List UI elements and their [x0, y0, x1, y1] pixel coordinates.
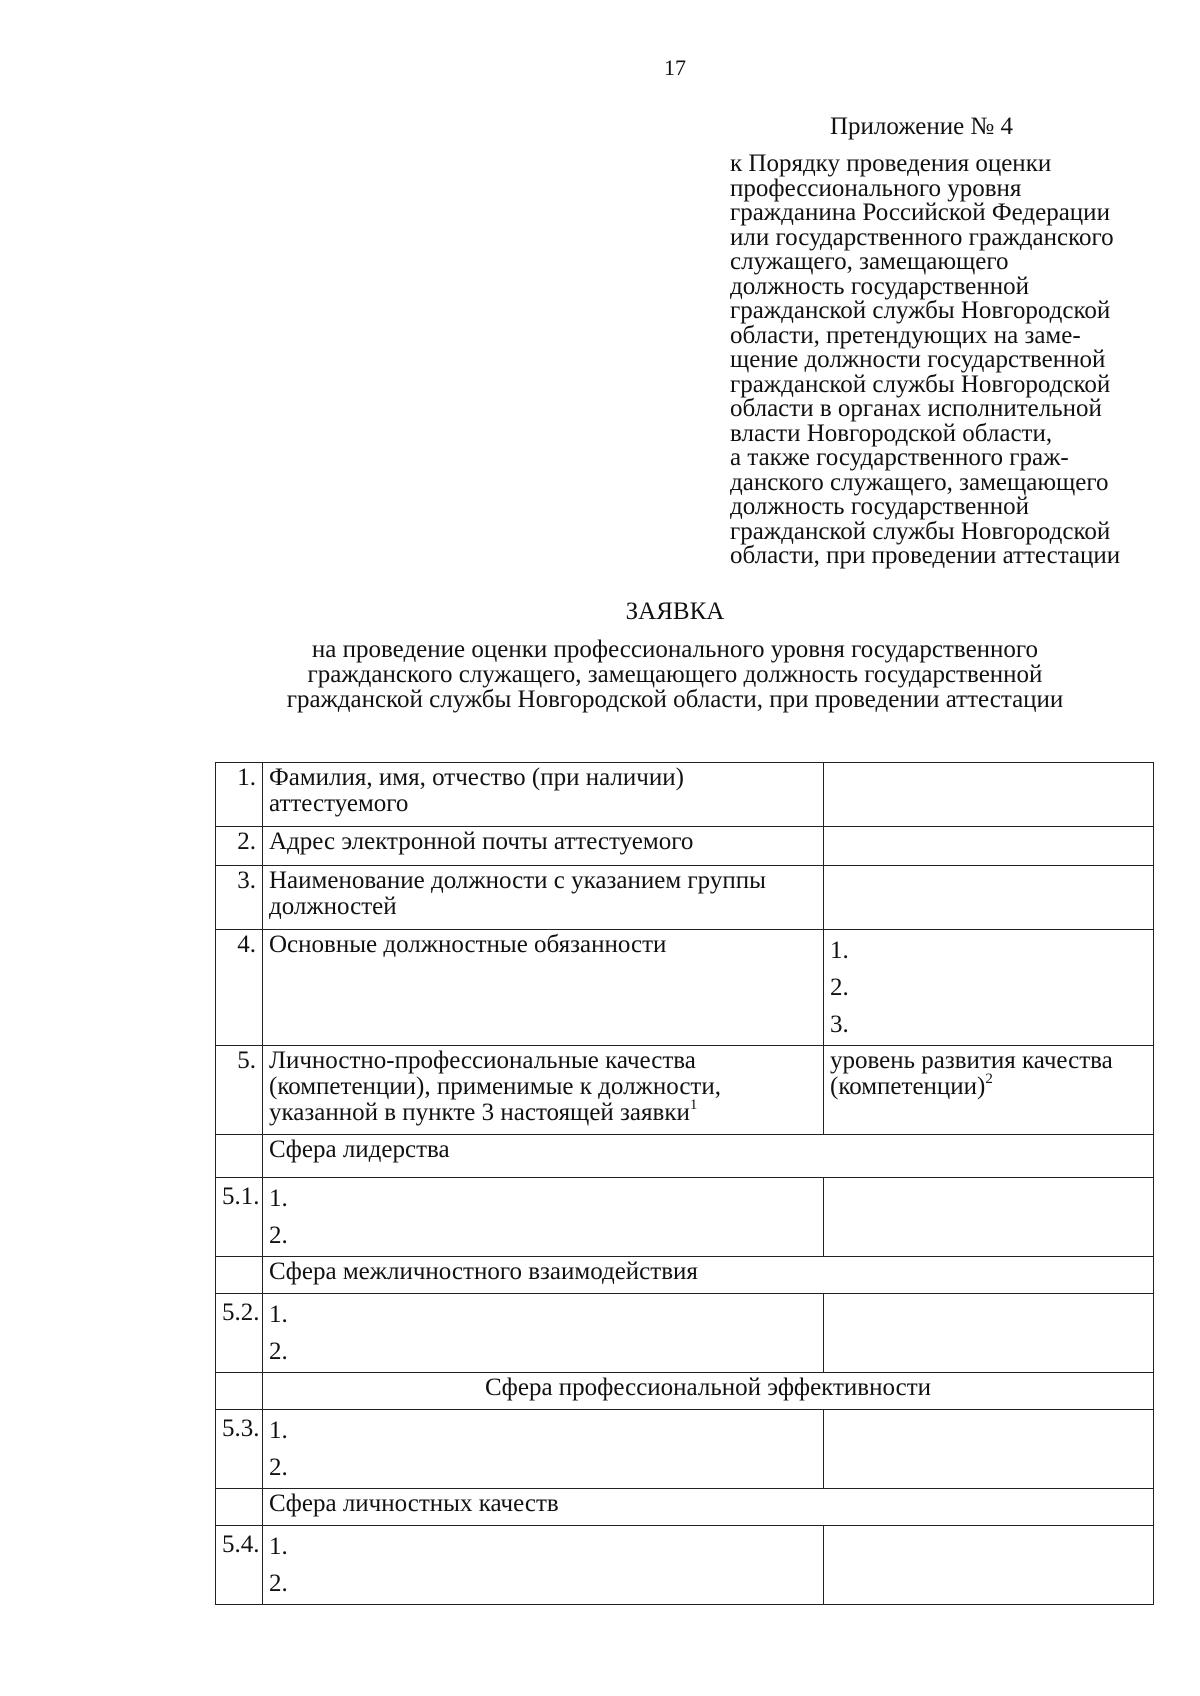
- table-row-4: [216, 930, 1154, 1046]
- sphere-items-row: [216, 1178, 1154, 1257]
- table-row-1: [216, 763, 1154, 827]
- page-number: 17: [664, 55, 686, 80]
- row-label: Фамилия, имя, отчество (при наличии) аттестуемого: [263, 763, 824, 827]
- sphere-items[interactable]: 1. 2.: [263, 1294, 824, 1373]
- empty-cell: [216, 1257, 263, 1294]
- row-number: 2.: [216, 827, 263, 866]
- sphere-title: Сфера личностных качеств: [263, 1489, 1154, 1526]
- sphere-level-cell[interactable]: [824, 1294, 1154, 1373]
- document-subtitle: на проведение оценки профессионального уровня государственного гражданского служащего, замещающего должность государственной гражданской службы Новгородской области, при проведении аттестации: [286, 636, 1064, 713]
- duties-list[interactable]: 1. 2. 3.: [824, 930, 1154, 1046]
- row-number: 5.: [216, 1046, 263, 1135]
- sphere-items[interactable]: 1. 2.: [263, 1526, 824, 1605]
- row-value-cell[interactable]: [824, 827, 1154, 866]
- row-label: Наименование должности с указанием группы должностей: [263, 866, 824, 930]
- sphere-title: Сфера межличностного взаимодействия: [263, 1257, 1154, 1294]
- sphere-number: 5.3.: [216, 1410, 263, 1489]
- sphere-title: Сфера лидерства: [263, 1135, 1154, 1178]
- sphere-number: 5.4.: [216, 1526, 263, 1605]
- row-label: Основные должностные обязанности: [263, 930, 824, 1046]
- sphere-items-row: [216, 1294, 1154, 1373]
- sphere-items-row: [216, 1526, 1154, 1605]
- empty-cell: [216, 1373, 263, 1410]
- sphere-level-cell[interactable]: [824, 1526, 1154, 1605]
- sphere-number: 5.2.: [216, 1294, 263, 1373]
- application-form-table: [215, 762, 1154, 1605]
- empty-cell: [216, 1489, 263, 1526]
- sphere-items[interactable]: 1. 2.: [263, 1410, 824, 1489]
- table-row-3: [216, 866, 1154, 930]
- annex-text: к Порядку проведения оценки профессионального уровня гражданина Российской Федерации или государственного гражданского служащего, замещающего должность государственной гражданской службы Новгородской области, претендующих на заме- щение должности государственной гражданской службы Новгородской области в органах исполнительной власти Новгородской области, а также государственного граж- данского служащего, замещающего должность государственной гражданской службы Новгородской области, при проведении аттестации: [730, 150, 1121, 569]
- row-number: 4.: [216, 930, 263, 1046]
- empty-cell: [216, 1135, 263, 1178]
- annex-title: Приложение № 4: [830, 113, 1014, 140]
- row-number: 3.: [216, 866, 263, 930]
- sphere-title: Сфера профессиональной эффективности: [263, 1373, 1154, 1410]
- level-header: уровень развития качества (компетенции): [830, 1047, 1113, 1100]
- row-value-cell[interactable]: [824, 866, 1154, 930]
- footnote-mark: 2: [985, 1070, 993, 1087]
- sphere-number: 5.1.: [216, 1178, 263, 1257]
- row-value-cell[interactable]: [824, 763, 1154, 827]
- sphere-header-row: [216, 1257, 1154, 1294]
- sphere-level-cell[interactable]: [824, 1410, 1154, 1489]
- row-number: 1.: [216, 763, 263, 827]
- sphere-level-cell[interactable]: [824, 1178, 1154, 1257]
- sphere-header-row: [216, 1489, 1154, 1526]
- competencies-label-cell: [263, 1046, 824, 1135]
- sphere-header-row: [216, 1135, 1154, 1178]
- document-title: ЗАЯВКА: [625, 598, 725, 625]
- sphere-header-row: [216, 1373, 1154, 1410]
- level-header-cell: [824, 1046, 1154, 1135]
- table-row-5: [216, 1046, 1154, 1135]
- row-label: Адрес электронной почты аттестуемого: [263, 827, 824, 866]
- sphere-items-row: [216, 1410, 1154, 1489]
- table-row-2: [216, 827, 1154, 866]
- footnote-mark: 1: [689, 1096, 698, 1113]
- row-label: Личностно-профессиональные качества (компетенции), применимые к должности, указанной в пункте 3 настоящей заявки: [269, 1047, 721, 1126]
- sphere-items[interactable]: 1. 2.: [263, 1178, 824, 1257]
